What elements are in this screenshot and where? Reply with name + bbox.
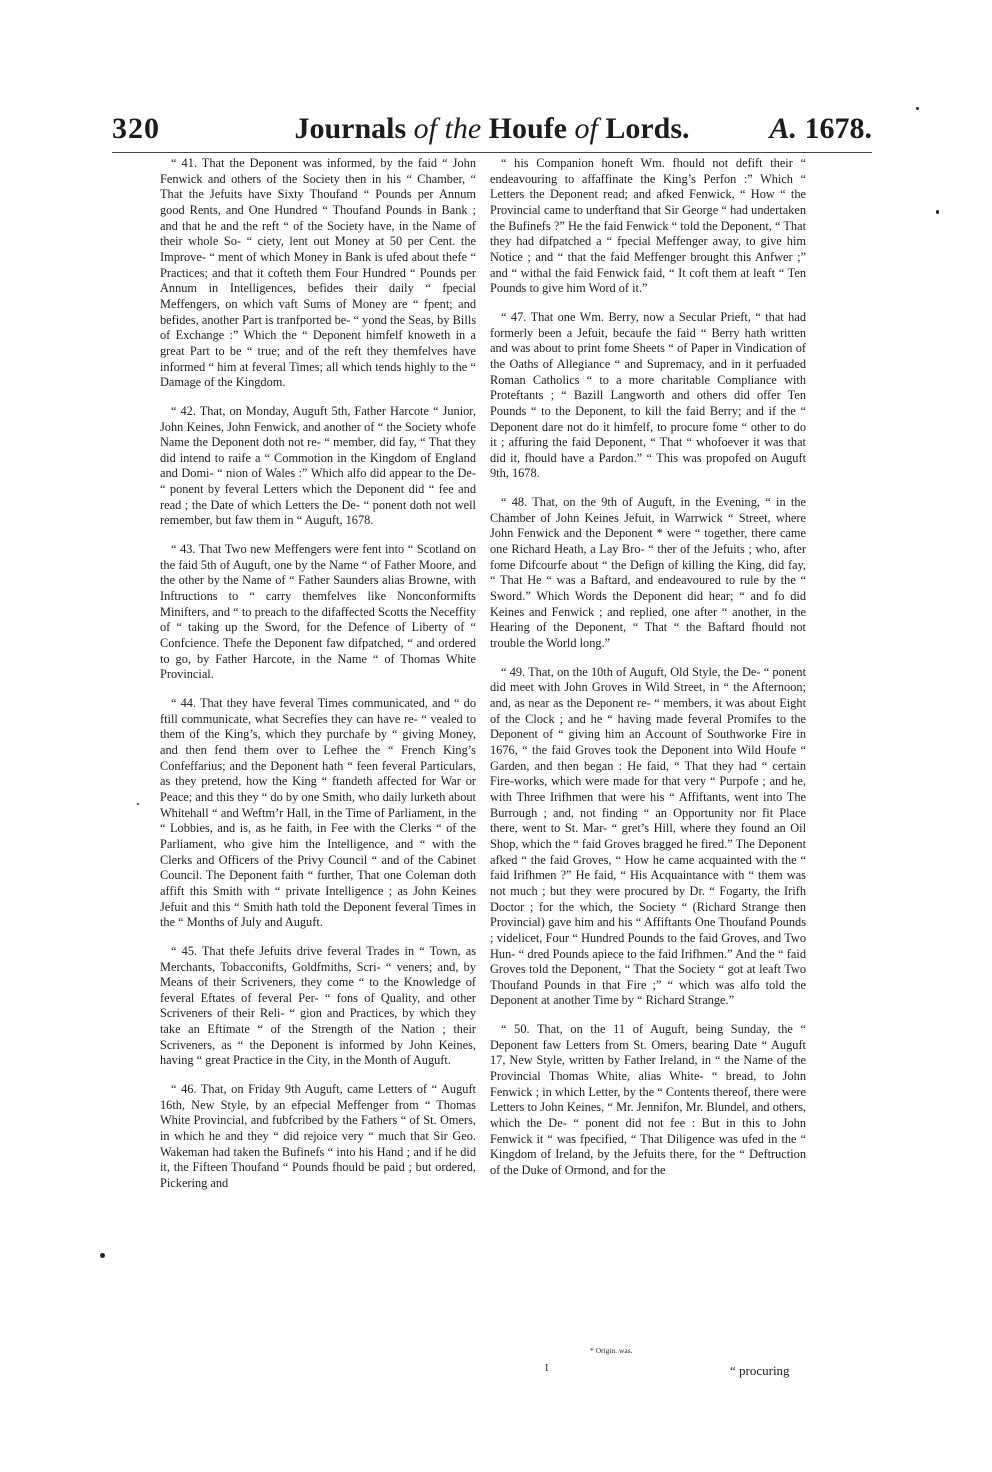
- year: [769, 112, 872, 146]
- journal-title: [112, 112, 872, 146]
- catchword: “ procuring: [730, 1363, 790, 1378]
- title-word-journals: Journals: [294, 112, 407, 145]
- paragraph-42: “ 42. That, on Monday, Auguft 5th, Father Harcote “ Junior, John Keines, John Fenwick, and another of “ the Society whofe Name the Deponent doth not re- “ member, did fay, “ That they did intend to raife a “ Commotion in the Kingdom of England and Domi- “ nion of Wales :” Which alfo did appear to the De- “ ponent by feveral Letters which the Deponent did “ fee and read ; the Date of which Letters the De- “ ponent doth not well remember, but faw them in “ Auguft, 1678.: [160, 403, 476, 528]
- paragraph-45: “ 45. That thefe Jefuits drive feveral Trades in “ Town, as Merchants, Tobacconifts, Goldfmiths, Scri- “ veners; and, by Means of their Scriveners, they come “ to the Knowledge of feveral Eftates of feveral Per- “ fons of Quality, and other Scriveners of their Reli- “ gion and Practices, by which they take an Eftimate “ of the Strength of the Nation ; their Scriveners, as “ the Deponent is informed by John Keines, having “ great Practice in the City, in the Month of Auguft.: [160, 943, 476, 1068]
- paragraph-50: “ 50. That, on the 11 of Auguft, being Sunday, the “ Deponent faw Letters from St. Omers, bearing Date “ Auguft 17, New Style, written by Father Ireland, in “ the Name of the Provincial Thomas White, alias White- “ bread, to John Fenwick ; in which Letter, by the “ Contents thereof, there were Letters to John Keines, “ Mr. Jennifon, Mr. Blundel, and others, which the De- “ ponent did not fee : But in this to John Fenwick it “ was fpecified, “ That Diligence was ufed in the “ Kingdom of Ireland, by the Jefuits there, for the “ Deftruction of the Duke of Ormond, and for the: [490, 1022, 806, 1178]
- title-word-of-the: of the: [413, 112, 482, 145]
- ink-speck: [137, 803, 139, 805]
- paragraph-41: “ 41. That the Deponent was informed, by the faid “ John Fenwick and others of the Society then in his “ Chamber, “ That the Jefuits have Sixty Thoufand “ Pounds per Annum good Rents, and One Hundred “ Thoufand Pounds in Bank ; and that he and the reft “ of the Society have, in the Name of their whole So- “ ciety, lent out Money at 50 per Cent. the Improve- “ ment of which Money in Bank is ufed about thefe “ Practices; and that it cofteth them Four Hundred “ Pounds per Annum in Intelligences, befides their daily “ fpecial Meffengers, on which vaft Sums of Money are “ fpent; and befides, another Part is tranfported be- “ yond the Seas, by Bills of Exchange :” Which the “ Deponent himfelf knoweth in a great Part to be “ true; and of the reft they themfelves have informed “ him at feveral Times; all which tends highly to the “ Damage of the Kingdom.: [160, 156, 476, 390]
- paragraph-46-continued: “ his Companion honeft Wm. fhould not defift their “ endeavouring to affaffinate the King’s Perfon :” Which “ Letters the Deponent read; and afked Fenwick, “ How “ the Provincial came to underftand that Sir George “ had undertaken the Bufinefs ?” He the faid Fenwick “ told the Deponent, “ That they had difpatched a “ fpecial Meffenger away, to give him Notice ; and “ that the faid Meffenger brought this Anfwer ;” and “ withal the faid Fenwick faid, “ It coft them at leaft “ Ten Pounds to give him Word of it.”: [490, 156, 806, 296]
- paragraph-47: “ 47. That one Wm. Berry, now a Secular Prieft, “ that had formerly been a Jefuit, becaufe the faid “ Berry hath written and was about to print fome Sheets “ of Paper in Vindication of the Oaths of Allegiance “ and Supremacy, and in it perfuaded Roman Catholics “ to a more charitable Compliance with Proteftants ; “ Bazill Langworth and others did offer Ten Pounds “ to the Deponent, to kill the faid Berry; and if the “ Deponent dare not do it himfelf, to procure fome “ other to do it ; affuring the faid Deponent, “ That “ whofoever it was that did it, fhould have a Pardon.” “ This was propofed on Auguft 9th, 1678.: [490, 309, 806, 481]
- right-column: [490, 156, 806, 1179]
- paragraph-48: “ 48. That, on the 9th of Auguft, in the Evening, “ in the Chamber of John Keines Jefuit, in Warrwick “ Street, where John Fenwick and the Deponent * were “ together, there came one Richard Heath, a Lay Bro- “ ther of the Jefuits ; who, after fome Difcourfe about “ the Defign of killing the King, did fay, “ That He “ was a Baftard, and endeavoured to rule by the “ Sword.” Which Words the Deponent did hear; “ and fo did Keines and Fenwick ; and replied, one after “ another, in the Hearing of the Deponent, “ That “ the Baftard fhould not trouble the World long.”: [490, 495, 806, 651]
- year-value: 1678.: [804, 112, 872, 145]
- title-word-lords: Lords.: [605, 112, 690, 145]
- year-prefix: A.: [769, 112, 797, 145]
- paragraph-44: “ 44. That they have feveral Times communicated, and “ do ftill communicate, what Secrefies they can have re- “ vealed to them of the King’s, which they purchafe by “ giving Money, and then fend them over to Lefhee the “ French King’s Confeffarius; and the Deponent hath “ feen feveral Particulars, as they pretend, how the King “ ftandeth affected for War or Peace; and this they “ do by one Smith, who daily lurketh about Whitehall “ and Weftm’r Hall, in the Time of Parliament, in the “ Lobbies, and is, as he faith, in Fee with the Clerks “ of the Parliament, who give him the Intelligence, and “ with the Clerks and Officers of the Privy Council “ and of the Cabinet Council. The Deponent faith “ further, That one Coleman doth affift this Smith with “ private Intelligence ; as John Keines Jefuit and this “ Smith hath told the Deponent feveral Times in the “ Months of July and Auguft.: [160, 696, 476, 930]
- title-word-of: of: [574, 112, 598, 145]
- paragraph-49: “ 49. That, on the 10th of Auguft, Old Style, the De- “ ponent did meet with John Groves in Wild Street, in “ the Afternoon; and, as near as the Deponent re- “ members, it was about Eight of the Clock ; and he “ having made feveral Promifes to the Deponent of “ giving him an Account of Southworke Fire in 1676, “ the faid Groves took the Deponent into Wild Houfe “ Garden, and then began : He faid, “ That they had “ certain Fire-works, which were made for that very “ Purpofe ; and he, with Three Irifhmen that were his “ Affiftants, went into The Burrough ; and, not finding “ an Opportunity nor fit Place there, went to St. Mar- “ gret’s Hill, where they found an Oil Shop, which the “ faid Groves bragged he fired.” The Deponent afked “ the faid Groves, “ How he came acquainted with the “ faid Irifhmen ?” He faid, “ His Acquaintance with “ them was not much ; but they were procured by Dr. “ Fogarty, the Irifh Doctor ; for the which, the Society “ (Richard Strange then Provincial) gave him and his “ Affiftants One Thoufand Pounds ; videlicet, Four “ Hundred Pounds to the faid Groves, and Two Hun- “ dred Pounds apiece to the faid Irifhmen.” And the “ faid Groves told the Deponent, “ That the Society “ got at leaft Two Thoufand Pounds in that Fire ;” “ which was alfo told the Deponent at another Time by “ Richard Strange.”: [490, 664, 806, 1008]
- signature-mark: I: [545, 1363, 549, 1374]
- left-column: [160, 156, 476, 1192]
- page-number: 320: [112, 112, 160, 145]
- title-word-house: Houfe: [488, 112, 567, 145]
- paragraph-43: “ 43. That Two new Meffengers were fent into “ Scotland on the faid 5th of Auguft, one by the Name “ of Father Moore, and the other by the Name of “ Father Saunders alias Browne, with Inftructions to “ carry themfelves like Nonconformifts Minifters, and “ to preach to the difaffected Scotts the Neceffity of “ taking up the Sword, for the Defence of Liberty of “ Confcience. Thefe the Deponent faw difpatched, “ and ordered to go, by Father Harcote, in the Name “ of Thomas White Provincial.: [160, 542, 476, 682]
- ink-speck: [936, 210, 939, 214]
- ink-speck: [100, 1253, 105, 1258]
- running-head: [112, 112, 872, 153]
- paragraph-46: “ 46. That, on Friday 9th Auguft, came Letters of “ Auguft 16th, New Style, by an efpecial Meffenger from “ Thomas White Provincial, and fubfcribed by the Fathers “ of St. Omers, in which he and they “ did rejoice very “ much that Sir Geo. Wakeman had taken the Bufinefs “ into his Hand ; and if he did it, the Fifteen Thoufand “ Pounds fhould be paid ; but ordered, Pickering and: [160, 1082, 476, 1191]
- ink-speck: [916, 107, 919, 110]
- footnote: * Origin. was.: [590, 1346, 633, 1355]
